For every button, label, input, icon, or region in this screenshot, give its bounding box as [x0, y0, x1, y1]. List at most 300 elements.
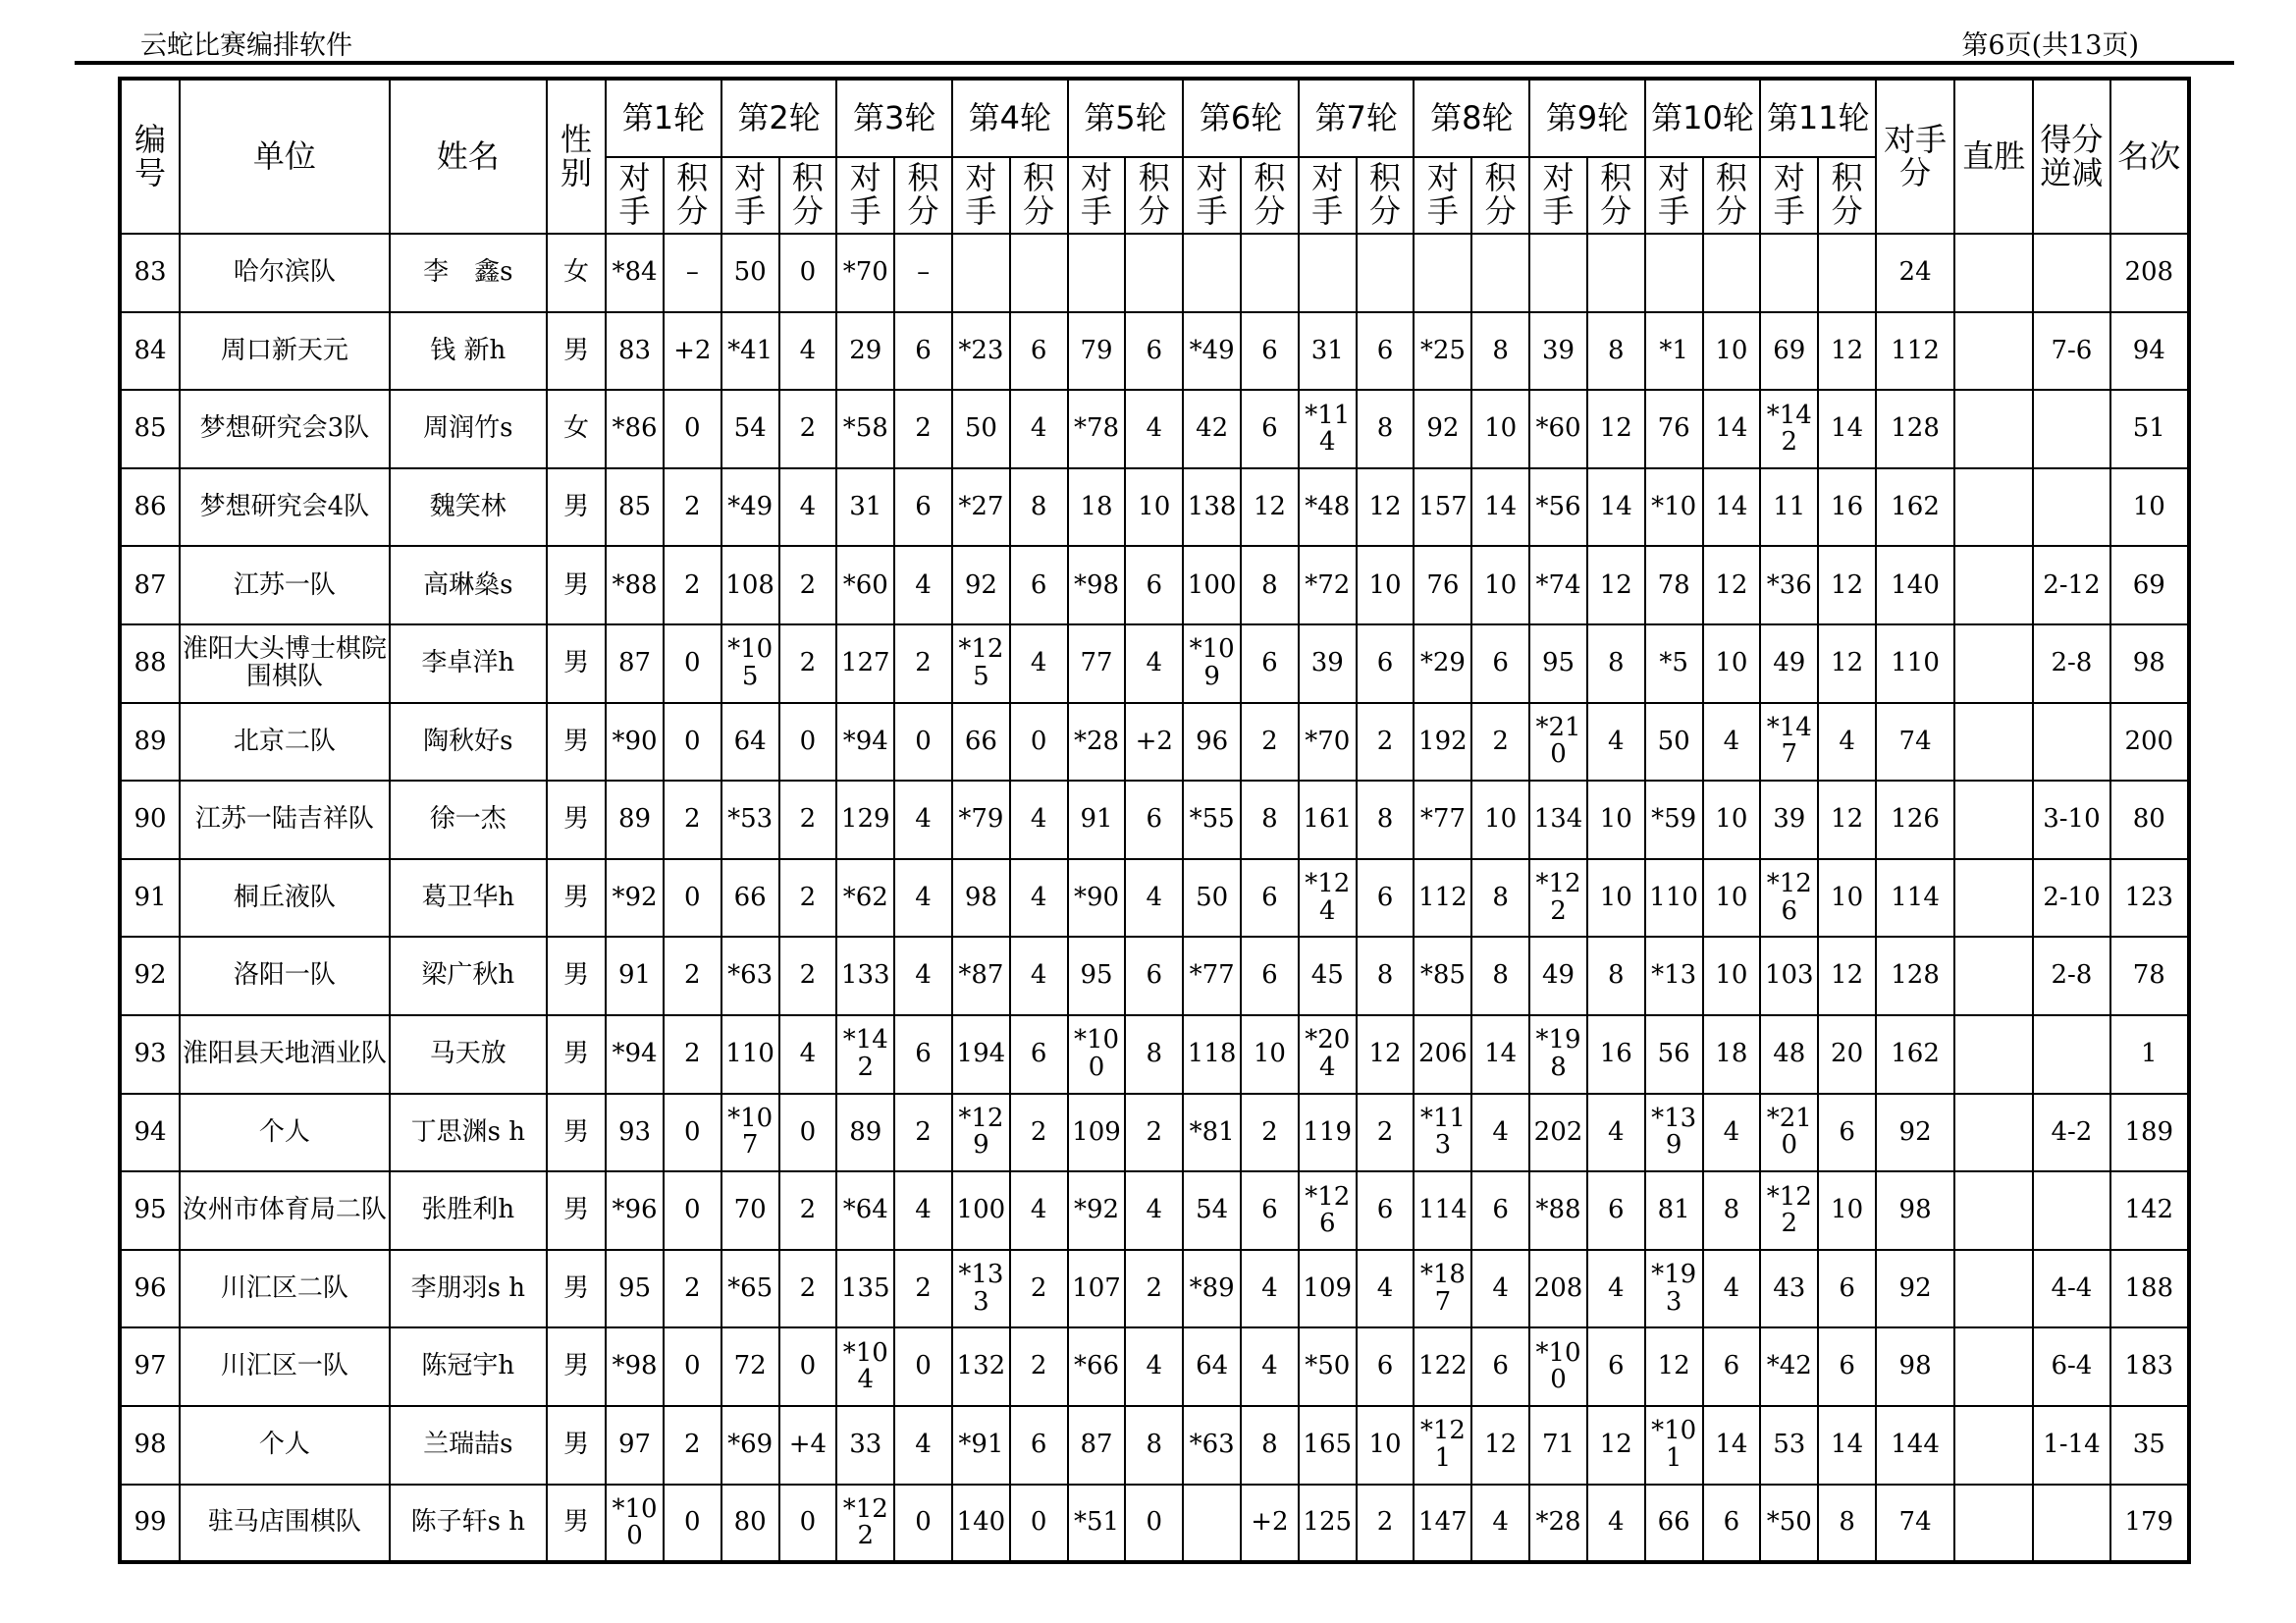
round-score: 10	[1471, 390, 1529, 468]
round-score: 6	[1703, 1327, 1761, 1406]
reverse-score	[2033, 390, 2109, 468]
player-unit: 周口新天元	[180, 312, 389, 391]
table-row	[120, 234, 2189, 312]
table-row	[120, 1250, 2189, 1328]
round-opponent: *59	[1645, 781, 1703, 859]
player-id: 98	[120, 1406, 180, 1485]
round-score: 2	[664, 546, 721, 624]
player-gender: 男	[547, 1094, 606, 1172]
player-unit: 梦想研究会3队	[180, 390, 389, 468]
round-score: 16	[1587, 1015, 1645, 1094]
round-opponent: 54	[721, 390, 779, 468]
round-score: 12	[1818, 781, 1876, 859]
round-opponent: *50	[1760, 1485, 1818, 1563]
round-opponent: 91	[606, 937, 664, 1015]
player-id: 96	[120, 1250, 180, 1328]
round-score: 2	[894, 1250, 952, 1328]
round-opponent: 80	[721, 1485, 779, 1563]
round-opponent: *89	[1183, 1250, 1241, 1328]
header-opponent-points: 对手分	[1876, 79, 1954, 234]
round-opponent: 92	[1414, 390, 1471, 468]
round-score: 8	[1125, 1015, 1183, 1094]
round-score: 6	[1818, 1250, 1876, 1328]
round-opponent: 208	[1529, 1250, 1587, 1328]
round-opponent: *139	[1645, 1094, 1703, 1172]
round-opponent: 56	[1645, 1015, 1703, 1094]
table-row	[120, 546, 2189, 624]
player-unit: 个人	[180, 1406, 389, 1485]
round-opponent: 50	[1645, 703, 1703, 782]
round-opponent: 109	[1299, 1250, 1357, 1328]
round-opponent: *100	[1068, 1015, 1126, 1094]
round-opponent: 134	[1529, 781, 1587, 859]
round-score: 14	[1703, 390, 1761, 468]
opponent-points: 128	[1876, 390, 1954, 468]
round-opponent: *101	[1645, 1406, 1703, 1485]
round-score: +2	[1241, 1485, 1299, 1563]
round-opponent: *63	[721, 937, 779, 1015]
round-opponent: 11	[1760, 468, 1818, 547]
round-opponent: 85	[606, 468, 664, 547]
round-score: 2	[1357, 1485, 1415, 1563]
header-round-4: 第4轮	[952, 79, 1068, 157]
round-score: 6	[1357, 312, 1415, 391]
table-row	[120, 703, 2189, 782]
table-row	[120, 781, 2189, 859]
header-score: 积分	[1010, 157, 1068, 234]
round-opponent: 50	[952, 390, 1010, 468]
round-score: 8	[1587, 624, 1645, 703]
header-score: 积分	[1125, 157, 1183, 234]
round-score: 6	[1818, 1094, 1876, 1172]
player-rank: 98	[2110, 624, 2189, 703]
round-opponent: 76	[1645, 390, 1703, 468]
round-opponent: *48	[1299, 468, 1357, 547]
head-to-head	[1954, 312, 2033, 391]
round-score: 10	[1125, 468, 1183, 547]
round-score: 14	[1471, 1015, 1529, 1094]
round-score: 2	[1010, 1094, 1068, 1172]
round-opponent: *78	[1068, 390, 1126, 468]
header-round-11: 第11轮	[1760, 79, 1876, 157]
round-score: 12	[1357, 1015, 1415, 1094]
round-score: 6	[894, 1015, 952, 1094]
reverse-score	[2033, 468, 2109, 547]
round-score: 6	[1471, 1171, 1529, 1250]
round-opponent: 107	[1068, 1250, 1126, 1328]
table-row	[120, 1406, 2189, 1485]
round-opponent: 81	[1645, 1171, 1703, 1250]
round-score: 12	[1587, 1406, 1645, 1485]
round-opponent: *86	[606, 390, 664, 468]
round-score: 4	[894, 546, 952, 624]
round-opponent: *85	[1414, 937, 1471, 1015]
player-id: 86	[120, 468, 180, 547]
round-opponent: *98	[606, 1327, 664, 1406]
reverse-score: 1-14	[2033, 1406, 2109, 1485]
round-opponent: 71	[1529, 1406, 1587, 1485]
round-score: 12	[1587, 546, 1645, 624]
round-score: 14	[1703, 468, 1761, 547]
round-score: 2	[664, 937, 721, 1015]
round-opponent: 76	[1414, 546, 1471, 624]
player-name: 马天放	[390, 1015, 547, 1094]
reverse-score: 2-8	[2033, 937, 2109, 1015]
header-score: 积分	[1703, 157, 1761, 234]
table-row	[120, 1327, 2189, 1406]
player-name: 梁广秋h	[390, 937, 547, 1015]
player-unit: 梦想研究会4队	[180, 468, 389, 547]
round-score: 0	[664, 390, 721, 468]
table-row	[120, 1015, 2189, 1094]
round-score: 4	[1010, 781, 1068, 859]
round-score: 10	[1587, 859, 1645, 938]
head-to-head	[1954, 937, 2033, 1015]
round-opponent: 29	[836, 312, 894, 391]
round-opponent: *42	[1760, 1327, 1818, 1406]
round-score: 4	[1241, 1250, 1299, 1328]
opponent-points: 92	[1876, 1250, 1954, 1328]
round-opponent: 103	[1760, 937, 1818, 1015]
round-score: 6	[1125, 546, 1183, 624]
round-opponent: 39	[1529, 312, 1587, 391]
round-score: 14	[1818, 390, 1876, 468]
table-row	[120, 390, 2189, 468]
round-score: 0	[664, 859, 721, 938]
round-opponent: *62	[836, 859, 894, 938]
round-opponent: *113	[1414, 1094, 1471, 1172]
round-opponent: *58	[836, 390, 894, 468]
round-opponent: *122	[1760, 1171, 1818, 1250]
round-opponent	[1760, 234, 1818, 312]
header-round-1: 第1轮	[606, 79, 721, 157]
player-unit: 川汇区一队	[180, 1327, 389, 1406]
round-opponent: 64	[1183, 1327, 1241, 1406]
round-score	[1471, 234, 1529, 312]
round-opponent: 31	[836, 468, 894, 547]
header-score: 积分	[664, 157, 721, 234]
player-gender: 男	[547, 312, 606, 391]
round-score: 4	[1471, 1094, 1529, 1172]
head-to-head	[1954, 1406, 2033, 1485]
round-score: 6	[1818, 1327, 1876, 1406]
round-opponent: *70	[1299, 703, 1357, 782]
round-score: 6	[1125, 781, 1183, 859]
round-score: 6	[1357, 1171, 1415, 1250]
header-opponent: 对手	[1183, 157, 1241, 234]
header-opponent: 对手	[1645, 157, 1703, 234]
player-rank: 78	[2110, 937, 2189, 1015]
player-id: 85	[120, 390, 180, 468]
round-score: 10	[1703, 859, 1761, 938]
player-id: 97	[120, 1327, 180, 1406]
round-score: 10	[1703, 937, 1761, 1015]
round-score: 2	[664, 1406, 721, 1485]
round-score: 8	[1471, 312, 1529, 391]
round-score: 2	[1241, 1094, 1299, 1172]
round-score: 4	[1818, 703, 1876, 782]
round-opponent: 48	[1760, 1015, 1818, 1094]
player-unit: 洛阳一队	[180, 937, 389, 1015]
round-opponent: 110	[721, 1015, 779, 1094]
round-score: 4	[1587, 703, 1645, 782]
head-to-head	[1954, 859, 2033, 938]
round-score: 2	[894, 624, 952, 703]
player-gender: 男	[547, 937, 606, 1015]
header-rule	[75, 61, 2234, 65]
round-score: 4	[1125, 390, 1183, 468]
header-round-8: 第8轮	[1414, 79, 1529, 157]
player-gender: 男	[547, 1015, 606, 1094]
round-opponent: 87	[606, 624, 664, 703]
round-opponent: *91	[952, 1406, 1010, 1485]
round-score: 10	[1241, 1015, 1299, 1094]
round-opponent: 89	[836, 1094, 894, 1172]
round-opponent: *1	[1645, 312, 1703, 391]
round-score: 8	[1703, 1171, 1761, 1250]
player-gender: 男	[547, 1406, 606, 1485]
round-score: 4	[1587, 1485, 1645, 1563]
round-score: 4	[1125, 1327, 1183, 1406]
round-score: 12	[1818, 937, 1876, 1015]
player-rank: 51	[2110, 390, 2189, 468]
round-opponent: *198	[1529, 1015, 1587, 1094]
round-opponent: *92	[606, 859, 664, 938]
player-name: 张胜利h	[390, 1171, 547, 1250]
opponent-points: 74	[1876, 1485, 1954, 1563]
header-score: 积分	[1357, 157, 1415, 234]
round-score: 10	[1818, 1171, 1876, 1250]
round-score: 6	[1471, 1327, 1529, 1406]
round-score	[1357, 234, 1415, 312]
round-opponent	[1529, 234, 1587, 312]
round-score: 8	[1241, 1406, 1299, 1485]
round-score: 10	[1818, 859, 1876, 938]
round-score: 2	[894, 1094, 952, 1172]
round-score: 6	[1357, 1327, 1415, 1406]
round-opponent: *100	[606, 1485, 664, 1563]
round-opponent: 140	[952, 1485, 1010, 1563]
opponent-points: 140	[1876, 546, 1954, 624]
round-score: 2	[664, 781, 721, 859]
round-opponent: 206	[1414, 1015, 1471, 1094]
player-name: 陈冠宇h	[390, 1327, 547, 1406]
header-opponent: 对手	[952, 157, 1010, 234]
round-score: 8	[1357, 781, 1415, 859]
round-score: 6	[1587, 1171, 1645, 1250]
round-opponent: *105	[721, 624, 779, 703]
round-score: 4	[894, 937, 952, 1015]
player-id: 94	[120, 1094, 180, 1172]
head-to-head	[1954, 468, 2033, 547]
round-opponent: 92	[952, 546, 1010, 624]
player-name: 高琳燊s	[390, 546, 547, 624]
round-opponent: 78	[1645, 546, 1703, 624]
round-opponent	[952, 234, 1010, 312]
opponent-points: 110	[1876, 624, 1954, 703]
round-opponent: 109	[1068, 1094, 1126, 1172]
player-rank: 208	[2110, 234, 2189, 312]
header-head-to-head: 直胜	[1954, 79, 2033, 234]
round-score: 12	[1357, 468, 1415, 547]
player-rank: 200	[2110, 703, 2189, 782]
round-score: 4	[894, 859, 952, 938]
round-opponent: 100	[1183, 546, 1241, 624]
player-rank: 179	[2110, 1485, 2189, 1563]
round-opponent: *88	[1529, 1171, 1587, 1250]
round-score: 20	[1818, 1015, 1876, 1094]
player-gender: 男	[547, 624, 606, 703]
round-score: 18	[1703, 1015, 1761, 1094]
head-to-head	[1954, 703, 2033, 782]
round-score: 0	[664, 1094, 721, 1172]
round-opponent: *56	[1529, 468, 1587, 547]
round-opponent: *49	[1183, 312, 1241, 391]
round-opponent: 18	[1068, 468, 1126, 547]
player-id: 95	[120, 1171, 180, 1250]
round-opponent: *72	[1299, 546, 1357, 624]
round-opponent: *53	[721, 781, 779, 859]
player-gender: 男	[547, 1327, 606, 1406]
table-row	[120, 937, 2189, 1015]
round-score: 6	[1241, 859, 1299, 938]
round-opponent: *124	[1299, 859, 1357, 938]
head-to-head	[1954, 1250, 2033, 1328]
header-opponent: 对手	[606, 157, 664, 234]
reverse-score: 6-4	[2033, 1327, 2109, 1406]
round-opponent: 97	[606, 1406, 664, 1485]
round-score: 8	[1241, 781, 1299, 859]
table-row	[120, 1171, 2189, 1250]
round-score: 2	[779, 1250, 837, 1328]
round-score: 2	[779, 546, 837, 624]
header-id: 编号	[120, 79, 180, 234]
round-score: 8	[1241, 546, 1299, 624]
round-opponent: *66	[1068, 1327, 1126, 1406]
round-opponent: *25	[1414, 312, 1471, 391]
round-score: 2	[779, 781, 837, 859]
round-score: 10	[1471, 781, 1529, 859]
round-score: 2	[1357, 1094, 1415, 1172]
round-opponent: 83	[606, 312, 664, 391]
round-opponent: 45	[1299, 937, 1357, 1015]
round-opponent: *122	[1529, 859, 1587, 938]
round-score: 4	[894, 1406, 952, 1485]
player-unit: 川汇区二队	[180, 1250, 389, 1328]
round-score: 4	[1010, 624, 1068, 703]
reverse-score	[2033, 1015, 2109, 1094]
round-score	[1241, 234, 1299, 312]
header-score: 积分	[894, 157, 952, 234]
round-opponent: *133	[952, 1250, 1010, 1328]
round-opponent: 39	[1760, 781, 1818, 859]
round-opponent: 33	[836, 1406, 894, 1485]
round-opponent: *125	[952, 624, 1010, 703]
round-score: 6	[1010, 312, 1068, 391]
player-unit: 淮阳县天地酒业队	[180, 1015, 389, 1094]
player-unit: 个人	[180, 1094, 389, 1172]
round-score: +4	[779, 1406, 837, 1485]
round-score: 8	[1010, 468, 1068, 547]
round-opponent	[1183, 234, 1241, 312]
player-gender: 男	[547, 1250, 606, 1328]
reverse-score: 7-6	[2033, 312, 2109, 391]
opponent-points: 114	[1876, 859, 1954, 938]
player-rank: 10	[2110, 468, 2189, 547]
round-score: 4	[779, 468, 837, 547]
round-opponent: 49	[1760, 624, 1818, 703]
round-opponent: 72	[721, 1327, 779, 1406]
round-opponent: 114	[1414, 1171, 1471, 1250]
page-indicator: 第6页(共13页)	[1961, 30, 2139, 61]
round-score: 6	[1357, 859, 1415, 938]
round-opponent: *122	[836, 1485, 894, 1563]
player-unit: 驻马店围棋队	[180, 1485, 389, 1563]
round-score: 10	[1357, 546, 1415, 624]
round-score: 14	[1587, 468, 1645, 547]
round-opponent: *210	[1529, 703, 1587, 782]
round-opponent: *126	[1299, 1171, 1357, 1250]
player-id: 90	[120, 781, 180, 859]
round-opponent: 125	[1299, 1485, 1357, 1563]
reverse-score	[2033, 234, 2109, 312]
reverse-score	[2033, 1485, 2109, 1563]
player-name: 徐一杰	[390, 781, 547, 859]
round-score: 16	[1818, 468, 1876, 547]
header-round-3: 第3轮	[836, 79, 952, 157]
player-name: 兰瑞喆s	[390, 1406, 547, 1485]
round-opponent: 96	[1183, 703, 1241, 782]
round-score: 12	[1587, 390, 1645, 468]
round-opponent: 95	[606, 1250, 664, 1328]
head-to-head	[1954, 1171, 2033, 1250]
round-opponent: 79	[1068, 312, 1126, 391]
round-score	[1587, 234, 1645, 312]
player-gender: 女	[547, 234, 606, 312]
round-opponent: *77	[1183, 937, 1241, 1015]
round-opponent: *84	[606, 234, 664, 312]
round-score: 4	[1703, 703, 1761, 782]
round-score: 0	[894, 1327, 952, 1406]
round-score: 0	[894, 1485, 952, 1563]
table-row	[120, 468, 2189, 547]
round-score: 2	[1241, 703, 1299, 782]
round-score	[1010, 234, 1068, 312]
round-score: 6	[1241, 312, 1299, 391]
round-opponent: *96	[606, 1171, 664, 1250]
round-opponent: 122	[1414, 1327, 1471, 1406]
header-opponent: 对手	[1760, 157, 1818, 234]
round-opponent: *69	[721, 1406, 779, 1485]
round-score: 14	[1703, 1406, 1761, 1485]
round-opponent: *36	[1760, 546, 1818, 624]
round-score: 4	[1357, 1250, 1415, 1328]
round-opponent: 54	[1183, 1171, 1241, 1250]
round-score: 0	[779, 1094, 837, 1172]
table-row	[120, 1485, 2189, 1563]
opponent-points: 24	[1876, 234, 1954, 312]
round-opponent: 66	[721, 859, 779, 938]
round-opponent: 165	[1299, 1406, 1357, 1485]
player-name: 李 鑫s	[390, 234, 547, 312]
round-opponent: 108	[721, 546, 779, 624]
round-score: –	[894, 234, 952, 312]
round-score: 4	[1125, 859, 1183, 938]
round-opponent: 129	[836, 781, 894, 859]
player-unit: 桐丘液队	[180, 859, 389, 938]
software-title: 云蛇比赛编排软件	[140, 30, 352, 61]
round-opponent: *51	[1068, 1485, 1126, 1563]
